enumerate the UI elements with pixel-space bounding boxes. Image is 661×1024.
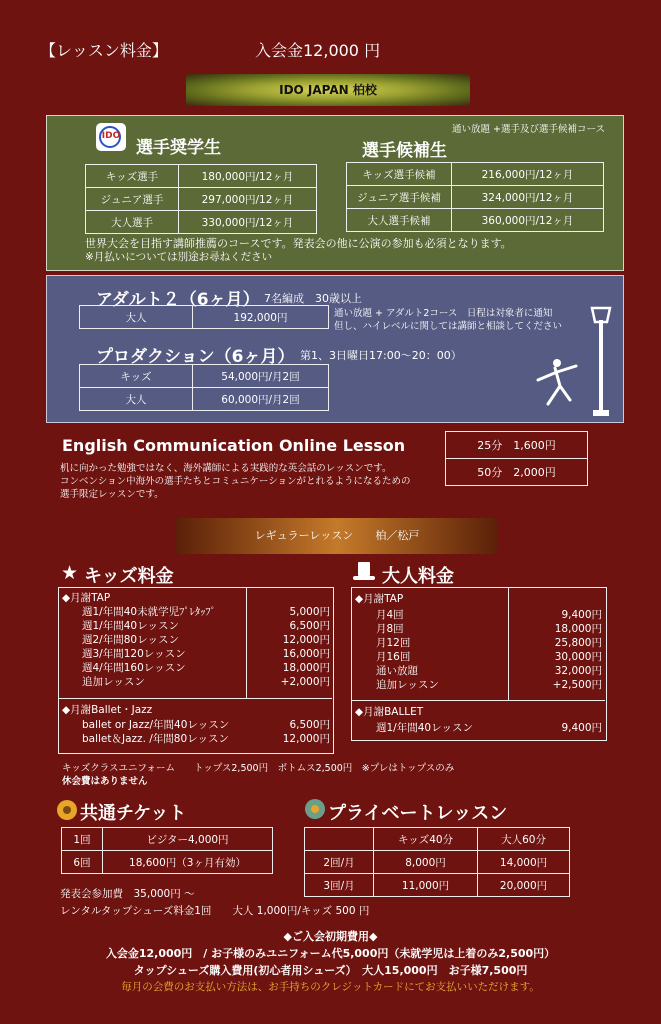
regular-bar: レギュラーレッスン 柏／松戸: [176, 518, 498, 554]
ido-logo-text: IDO: [101, 131, 121, 141]
flower-icon: [56, 799, 78, 821]
scholar-note: ※月払いについては別途お尋ねください: [85, 251, 273, 263]
item-name: 週3/年間120レッスン: [82, 648, 186, 660]
english-title: English Communication Online Lesson: [62, 436, 406, 455]
item-price: 32,000円: [554, 665, 602, 677]
adult2-note: 但し、ハイレベルに関しては講師と相談してください: [334, 321, 563, 332]
table-cell: 360,000円/12ヶ月: [452, 209, 604, 232]
list-item: [82, 619, 330, 633]
english-desc: コンベンション中海外の選手たちとコミュニケーションがとれるようになるための: [60, 476, 411, 487]
table-row: [80, 365, 329, 388]
adult-tap-head: ◆月謝TAP: [355, 593, 404, 605]
adult-tap-list: [376, 608, 602, 692]
page-title: 【レッスン料金】: [40, 41, 168, 60]
item-price: 12,000円: [282, 733, 330, 745]
kids-ballet-head: ◆月謝Ballet・Jazz: [62, 704, 153, 716]
scholar-note: 世界大会を目指す講師推薦のコースです。発表会の他に公演の参加も必須となります。: [85, 237, 512, 250]
item-name: 週4/年間160レッスン: [82, 662, 186, 674]
item-price: 25,800円: [554, 637, 602, 649]
list-item: [82, 633, 330, 647]
item-name: ballet＆Jazz. /年間80レッスン: [82, 733, 230, 745]
item-price: 18,000円: [282, 662, 330, 674]
adult-ballet-list: [376, 721, 602, 735]
private-title: プライベートレッスン: [328, 803, 508, 824]
adult2-title: アダルト２（6ヶ月）: [96, 290, 260, 310]
table-row: [80, 306, 329, 329]
table-cell: 2回/月: [305, 851, 374, 874]
item-name: 通い放題: [376, 665, 418, 677]
kids-title: キッズ料金: [84, 566, 174, 587]
kids-no-leave: 休会費はありません: [62, 776, 148, 787]
table-cell: ジュニア選手: [86, 188, 179, 211]
item-name: 月8回: [376, 623, 404, 635]
ticket-table: [61, 827, 273, 874]
table-cell: 54,000円/月2回: [193, 365, 329, 388]
table-cell: 14,000円: [478, 851, 570, 874]
kids-uniform: キッズクラスユニフォーム トップス2,500円 ボトムス2,500円 ※プレはトップスのみ: [62, 763, 455, 774]
ticket-title: 共通チケット: [80, 803, 187, 824]
list-item: [376, 721, 602, 735]
table-cell: 25分 1,600円: [446, 432, 588, 459]
table-cell: 11,000円: [374, 874, 478, 897]
item-price: 6,500円: [289, 719, 330, 731]
table-cell: 216,000円/12ヶ月: [452, 163, 604, 186]
list-item: [376, 678, 602, 692]
english-desc: 選手限定レッスンです。: [60, 489, 164, 500]
list-item: [82, 718, 330, 732]
table-cell: キッズ40分: [374, 828, 478, 851]
candidate-title: 選手候補生: [362, 141, 447, 161]
item-name: 月12回: [376, 637, 411, 649]
list-item: [376, 664, 602, 678]
candidate-table: [346, 162, 604, 232]
rental-fee: レンタルタップシューズ料金1回 大人 1,000円/キッズ 500 円: [60, 905, 370, 917]
kids-tap-head: ◆月謝TAP: [62, 592, 111, 604]
list-item: [82, 661, 330, 675]
production-sub: 第1、3日曜日17:00〜20：00）: [300, 349, 462, 362]
table-cell: 大人選手候補: [347, 209, 452, 232]
initial-line: タップシューズ購入費用(初心者用シューズ） 大人15,000円 お子様7,500円: [133, 964, 528, 977]
table-cell: 1回: [62, 828, 103, 851]
table-cell: [305, 828, 374, 851]
item-name: 週2/年間80レッスン: [82, 634, 179, 646]
table-cell: ジュニア選手候補: [347, 186, 452, 209]
item-price: 30,000円: [554, 651, 602, 663]
adult2-sub: 7名編成 30歳以上: [264, 292, 362, 305]
item-price: 9,400円: [561, 722, 602, 734]
payment-note: 毎月の会費のお支払い方法は、お手持ちのクレジットカードにてお支払いいただけます。: [121, 981, 540, 993]
list-item: [82, 647, 330, 661]
list-item: [376, 636, 602, 650]
list-item: [82, 675, 330, 689]
table-cell: キッズ選手: [86, 165, 179, 188]
top-hat-icon: [352, 560, 376, 582]
table-row: [80, 388, 329, 411]
table-cell: 20,000円: [478, 874, 570, 897]
scholar-table: [85, 164, 317, 234]
kids-tap-list: [82, 605, 330, 689]
table-row: [305, 828, 570, 851]
table-cell: キッズ選手候補: [347, 163, 452, 186]
item-price: 6,500円: [289, 620, 330, 632]
item-name: 週1/年間40未就学児ﾌﾟﾚﾀｯﾌﾟ: [82, 606, 216, 618]
list-item: [82, 732, 330, 746]
table-cell: 324,000円/12ヶ月: [452, 186, 604, 209]
kids-ballet-list: [82, 718, 330, 746]
table-cell: 大人60分: [478, 828, 570, 851]
table-cell: ビジター4,000円: [103, 828, 273, 851]
table-row: [347, 163, 604, 186]
table-cell: 50分 2,000円: [446, 459, 588, 486]
star-icon: ★: [61, 562, 79, 584]
table-row: [62, 828, 273, 851]
item-name: ballet or Jazz/年間40レッスン: [82, 719, 230, 731]
adult2-note: 通い放題 + アダルト2コース 日程は対象者に通知: [334, 308, 553, 319]
table-cell: 6回: [62, 851, 103, 874]
item-price: +2,500円: [552, 679, 602, 691]
table-row: [62, 851, 273, 874]
table-cell: 60,000円/月2回: [193, 388, 329, 411]
item-price: 16,000円: [282, 648, 330, 660]
table-cell: 18,600円（3ヶ月有効）: [103, 851, 273, 874]
table-row: [305, 874, 570, 897]
item-price: 5,000円: [289, 606, 330, 618]
english-desc: 机に向かった勉強ではなく、海外講師による実践的な英会話のレッスンです。: [60, 463, 392, 474]
adult-title: 大人料金: [382, 566, 454, 587]
divider: [351, 700, 605, 701]
table-row: [446, 459, 588, 486]
item-price: 12,000円: [282, 634, 330, 646]
table-row: [86, 211, 317, 234]
list-item: [376, 608, 602, 622]
table-cell: 297,000円/12ヶ月: [179, 188, 317, 211]
table-row: [347, 186, 604, 209]
item-name: 週1/年間40レッスン: [82, 620, 179, 632]
english-price-table: [445, 431, 588, 486]
recital-fee: 発表会参加費 35,000円 〜: [60, 888, 195, 900]
adult2-table: [79, 305, 329, 329]
table-cell: キッズ: [80, 365, 193, 388]
table-row: [347, 209, 604, 232]
list-item: [82, 605, 330, 619]
scholar-title: 選手奨学生: [136, 138, 221, 158]
divider: [58, 698, 332, 699]
ido-logo-icon: [96, 123, 126, 151]
table-cell: 大人選手: [86, 211, 179, 234]
item-name: 追加レッスン: [376, 679, 439, 691]
table-row: [86, 165, 317, 188]
table-row: [446, 432, 588, 459]
item-name: 月4回: [376, 609, 404, 621]
table-cell: 8,000円: [374, 851, 478, 874]
table-cell: 大人: [80, 306, 193, 329]
adult-ballet-head: ◆月謝BALLET: [355, 706, 424, 718]
private-table: [304, 827, 570, 897]
item-price: +2,000円: [280, 676, 330, 688]
table-cell: 3回/月: [305, 874, 374, 897]
table-cell: 192,000円: [193, 306, 329, 329]
list-item: [376, 650, 602, 664]
candidate-note: 通い放題 +選手及び選手候補コース: [452, 124, 606, 135]
production-table: [79, 364, 329, 411]
table-cell: 大人: [80, 388, 193, 411]
item-price: 18,000円: [554, 623, 602, 635]
table-cell: 180,000円/12ヶ月: [179, 165, 317, 188]
initial-line: 入会金12,000円 / お子様のみユニフォーム代5,000円（未就学児は上着のみ2,500円）: [105, 947, 556, 960]
item-name: 追加レッスン: [82, 676, 145, 688]
table-row: [305, 851, 570, 874]
list-item: [376, 622, 602, 636]
item-name: 月16回: [376, 651, 411, 663]
initial-head: ◆ご入会初期費用◆: [283, 930, 378, 943]
table-cell: 330,000円/12ヶ月: [179, 211, 317, 234]
production-title: プロダクション（6ヶ月）: [96, 347, 295, 367]
school-bar: IDO JAPAN 柏校: [186, 74, 470, 106]
table-row: [86, 188, 317, 211]
flower-icon: [304, 798, 326, 820]
item-price: 9,400円: [561, 609, 602, 621]
enroll-fee: 入会金12,000 円: [255, 41, 381, 60]
dancer-lamp-icon: [530, 300, 620, 420]
item-name: 週1/年間40レッスン: [376, 722, 473, 734]
